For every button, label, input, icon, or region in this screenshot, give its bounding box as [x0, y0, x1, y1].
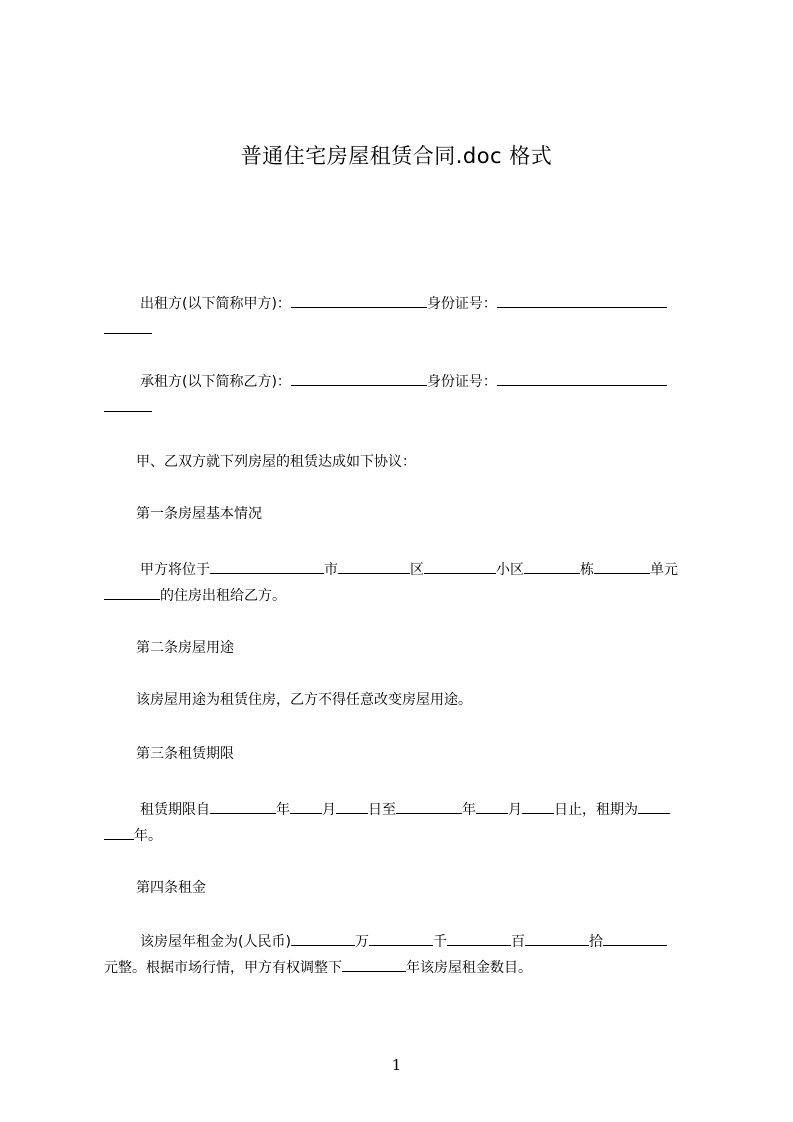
end-day-label: 日止，租期为: [554, 802, 638, 818]
intro-text: 甲、乙双方就下列房屋的租赁达成如下协议：: [136, 454, 416, 470]
article-2-body: [104, 690, 704, 710]
article-4-prefix: 该房屋年租金为(人民币): [140, 934, 291, 950]
rent-bai-label: 百: [510, 934, 525, 950]
city-label: 市: [324, 562, 338, 578]
lessee-id-blank: [497, 370, 667, 386]
start-year-blank: [210, 798, 276, 814]
district-blank: [338, 558, 410, 574]
article-1-line-2: [104, 584, 704, 606]
article-1-suffix: 的住房出租给乙方。: [160, 588, 286, 604]
rent-bai-blank: [447, 930, 511, 946]
end-day-blank: [522, 798, 554, 814]
start-day-label: 日至: [368, 802, 396, 818]
lessee-id-blank-cont: [104, 396, 152, 412]
article-4-line-2: [104, 956, 704, 978]
lessee-line-cont: [104, 396, 704, 418]
article-2-heading: [104, 638, 704, 658]
rent-qian-label: 千: [432, 934, 447, 950]
term-blank: [638, 798, 670, 814]
intro-paragraph: [104, 452, 704, 472]
building-blank: [524, 558, 580, 574]
rent-wan-label: 万: [354, 934, 369, 950]
rent-yuan-blank: [603, 930, 667, 946]
article-4-line-1: [104, 930, 704, 952]
community-blank: [424, 558, 496, 574]
article-3-line-2: [104, 824, 704, 846]
end-month-label: 月: [508, 802, 522, 818]
lessor-label: 出租方(以下简称甲方)：: [140, 296, 291, 312]
unit-blank: [594, 558, 650, 574]
lessor-id-blank-cont: [104, 318, 152, 334]
lessor-name-blank: [291, 292, 427, 308]
article-3-prefix: 租赁期限自: [140, 802, 210, 818]
article-4-line-2-suffix: 年该房屋租金数目。: [406, 960, 532, 976]
end-year-blank: [396, 798, 462, 814]
start-day-blank: [336, 798, 368, 814]
lessee-line: [104, 370, 704, 392]
rent-shi-blank: [525, 930, 589, 946]
article-4-heading-text: 第四条租金: [136, 880, 206, 896]
room-blank: [104, 584, 160, 600]
article-1-line-1: [104, 558, 704, 580]
lessor-id-blank: [497, 292, 667, 308]
unit-label: 单元: [650, 562, 678, 578]
start-month-blank: [290, 798, 322, 814]
start-year-label: 年: [276, 802, 290, 818]
page-number: 1: [391, 1056, 402, 1074]
building-label: 栋: [580, 562, 594, 578]
lessor-line-cont: [104, 318, 704, 340]
lessor-id-label: 身份证号：: [426, 296, 497, 312]
article-4-heading: [104, 878, 704, 898]
article-3-heading-text: 第三条租赁期限: [136, 746, 234, 762]
start-month-label: 月: [322, 802, 336, 818]
rent-wan-blank: [291, 930, 355, 946]
rent-shi-label: 拾: [588, 934, 603, 950]
article-1-prefix: 甲方将位于: [140, 562, 210, 578]
lessee-label: 承租方(以下简称乙方)：: [140, 374, 291, 390]
district-label: 区: [410, 562, 424, 578]
document-title: 普通住宅房屋租赁合同.doc 格式: [240, 144, 553, 168]
lessor-line: [104, 292, 704, 314]
city-blank: [210, 558, 324, 574]
end-year-label: 年: [462, 802, 476, 818]
adjust-year-blank: [342, 956, 406, 972]
community-label: 小区: [496, 562, 524, 578]
article-1-heading: [104, 504, 704, 524]
article-4-line-2-text: 元整。根据市场行情，甲方有权调整下: [104, 960, 342, 976]
article-3-suffix: 年。: [134, 828, 162, 844]
article-3-heading: [104, 744, 704, 764]
rent-qian-blank: [369, 930, 433, 946]
article-2-body-text: 该房屋用途为租赁住房，乙方不得任意改变房屋用途。: [136, 692, 472, 708]
lessee-id-label: 身份证号：: [426, 374, 497, 390]
lessee-name-blank: [291, 370, 427, 386]
article-1-heading-text: 第一条房屋基本情况: [136, 506, 262, 522]
article-3-line-1: [104, 798, 704, 820]
end-month-blank: [476, 798, 508, 814]
article-2-heading-text: 第二条房屋用途: [136, 640, 234, 656]
term-blank-cont: [104, 824, 134, 840]
